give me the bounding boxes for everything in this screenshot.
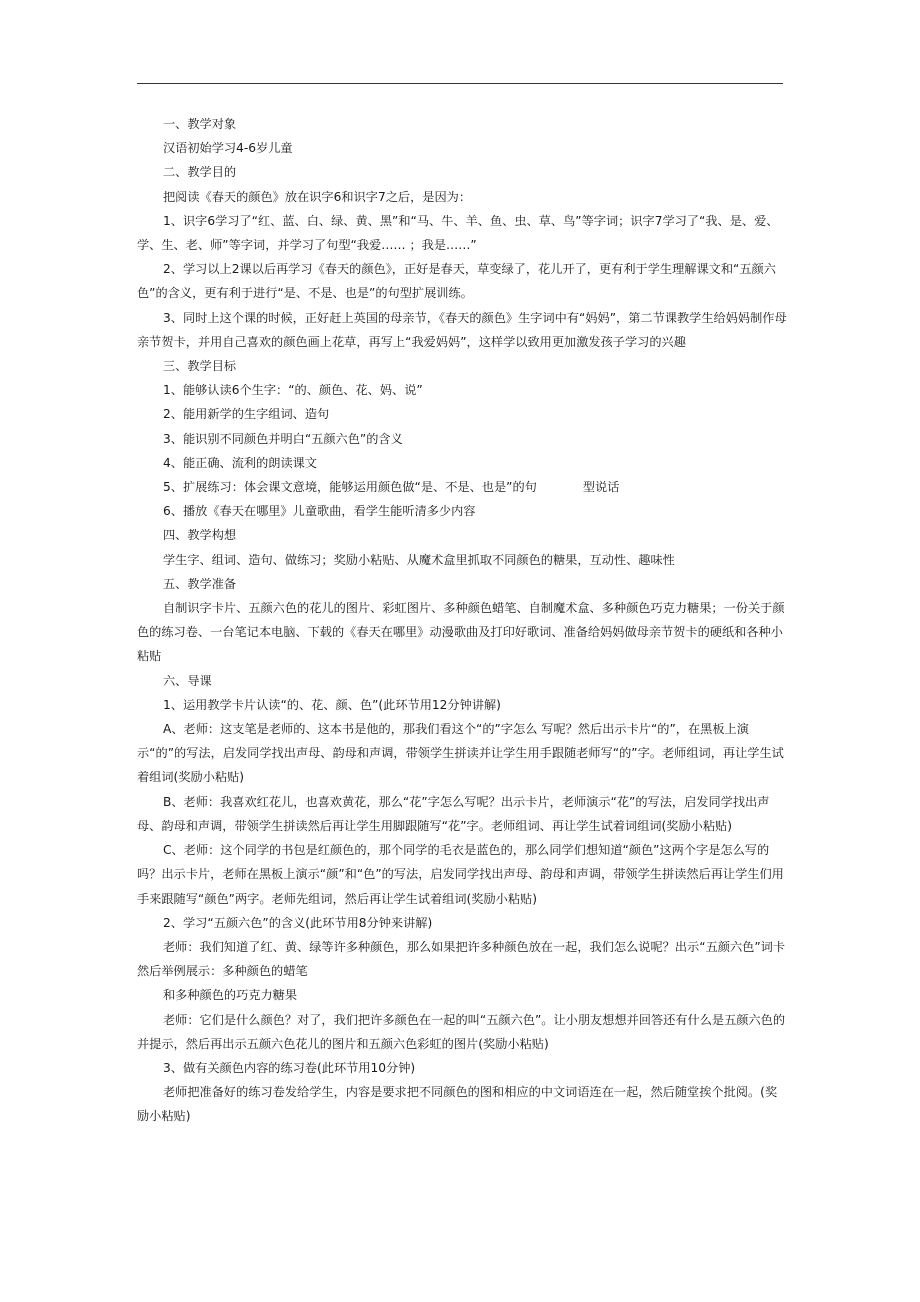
- paragraph: B、老师：我喜欢红花儿，也喜欢黄花，那么“花”字怎么写呢？出示卡片，老师演示“花”的写法，启发同学找出声母、韵母和声调，带领学生拼读然后再让学生用脚跟随写“花”字。老师组词、再让学生试着词组词(奖励小粘贴): [137, 794, 770, 833]
- header-rule: [137, 83, 783, 84]
- section-heading-5: 五、教学准备: [163, 576, 237, 591]
- list-item: 1、运用教学卡片认读“的、花、颜、色”(此环节用12分钟讲解): [163, 697, 501, 712]
- paragraph: 自制识字卡片、五颜六色的花儿的图片、彩虹图片、多种颜色蜡笔、自制魔术盒、多种颜色巧克力糖果；一份关于颜色的练习卷、一台笔记本电脑、下载的《春天在哪里》动漫歌曲及打印好歌词、准备给妈妈做母亲节贺卡的硬纸和各种小粘贴: [137, 601, 785, 664]
- list-item: 1、能够认读6个生字：“的、颜色、花、妈、说”: [163, 383, 423, 398]
- paragraph: 老师：它们是什么颜色？对了，我们把许多颜色在一起的叫“五颜六色”。让小朋友想想并回答还有什么是五颜六色的并提示，然后再出示五颜六色花儿的图片和五颜六色彩虹的图片(奖励小粘贴): [137, 1012, 786, 1051]
- list-item: 6、播放《春天在哪里》儿童歌曲，看学生能听清多少内容: [163, 504, 476, 519]
- paragraph: 老师：我们知道了红、黄、绿等许多种颜色，那么如果把许多种颜色放在一起，我们怎么说呢？出示“五颜六色”词卡然后举例展示：多种颜色的蜡笔: [137, 939, 786, 979]
- paragraph: 老师把准备好的练习卷发给学生，内容是要求把不同颜色的图和相应的中文词语连在一起，然后随堂挨个批阅。(奖励小粘贴): [137, 1085, 778, 1124]
- list-item: [137, 475, 787, 499]
- document-body: [137, 112, 787, 1129]
- paragraph: A、老师：这支笔是老师的、这本书是他的，那我们看这个“的”字怎么 写呢？然后出示卡片“的”，在黑板上演示“的”的写法，启发同学找出声母、韵母和声调，带领学生拼读并让学生用手跟随老师写“的”字。老师组词，再让学生试着组词(奖励小粘贴): [137, 722, 784, 785]
- list-item-part: 型说话: [582, 480, 620, 495]
- list-item: 4、能正确、流利的朗读课文: [163, 455, 318, 470]
- list-item-part: 5、扩展练习：体会课文意境，能够运用颜色做“是、不是、也是”的句: [163, 480, 537, 495]
- section-heading-6: 六、导课: [163, 673, 212, 688]
- paragraph: 把阅读《春天的颜色》放在识字6和识字7之后，是因为：: [163, 189, 472, 204]
- section-heading-3: 三、教学目标: [163, 359, 237, 374]
- list-item: 2、学习以上2课以后再学习《春天的颜色》，正好是春天，草变绿了，花儿开了，更有利于学生理解课文和“五颜六色”的含义，更有利于进行“是、不是、也是”的句型扩展训练。: [137, 262, 776, 301]
- section-heading-1: 一、教学对象: [163, 117, 237, 131]
- list-item: 3、做有关颜色内容的练习卷(此环节用10分钟): [163, 1060, 416, 1075]
- list-item: 2、学习“五颜六色”的含义(此环节用8分钟来讲解): [163, 915, 433, 930]
- section-heading-2: 二、教学目的: [163, 165, 237, 180]
- list-item: 3、能识别不同颜色并明白“五颜六色”的含义: [163, 431, 403, 446]
- list-item: 1、识字6学习了“红、蓝、白、绿、黄、黑”和“马、牛、羊、鱼、虫、草、鸟”等字词；识字7学习了“我、是、爱、学、生、老、师”等字词，并学习了句型“我爱…… ；我是……”: [137, 213, 779, 253]
- paragraph: C、老师：这个同学的书包是红颜色的，那个同学的毛衣是蓝色的，那么同学们想知道“颜色”这两个字是怎么写的吗？出示卡片，老师在黑板上演示“颜”和“色”的写法，启发同学找出声母、韵母和声调，带领学生拼读然后再让学生们用手来跟随写“颜色”两字。老师先组词，然后再让学生试着组词(奖励小粘贴): [137, 843, 784, 906]
- list-item: 3、同时上这个课的时候，正好赶上英国的母亲节，《春天的颜色》生字词中有“妈妈”，第二节课教学生给妈妈制作母亲节贺卡，并用自己喜欢的颜色画上花草，再写上“我爱妈妈”，这样学以致用更加激发孩子学习的兴趣: [137, 310, 787, 349]
- paragraph: 学生字、组词、造句、做练习；奖励小粘贴、从魔术盒里抓取不同颜色的糖果，互动性、趣味性: [163, 552, 675, 567]
- paragraph: 汉语初始学习4-6岁儿童: [163, 141, 293, 156]
- list-item: 2、能用新学的生字组词、造句: [163, 407, 330, 422]
- section-heading-4: 四、教学构想: [163, 528, 237, 543]
- paragraph: 和多种颜色的巧克力糖果: [163, 988, 298, 1003]
